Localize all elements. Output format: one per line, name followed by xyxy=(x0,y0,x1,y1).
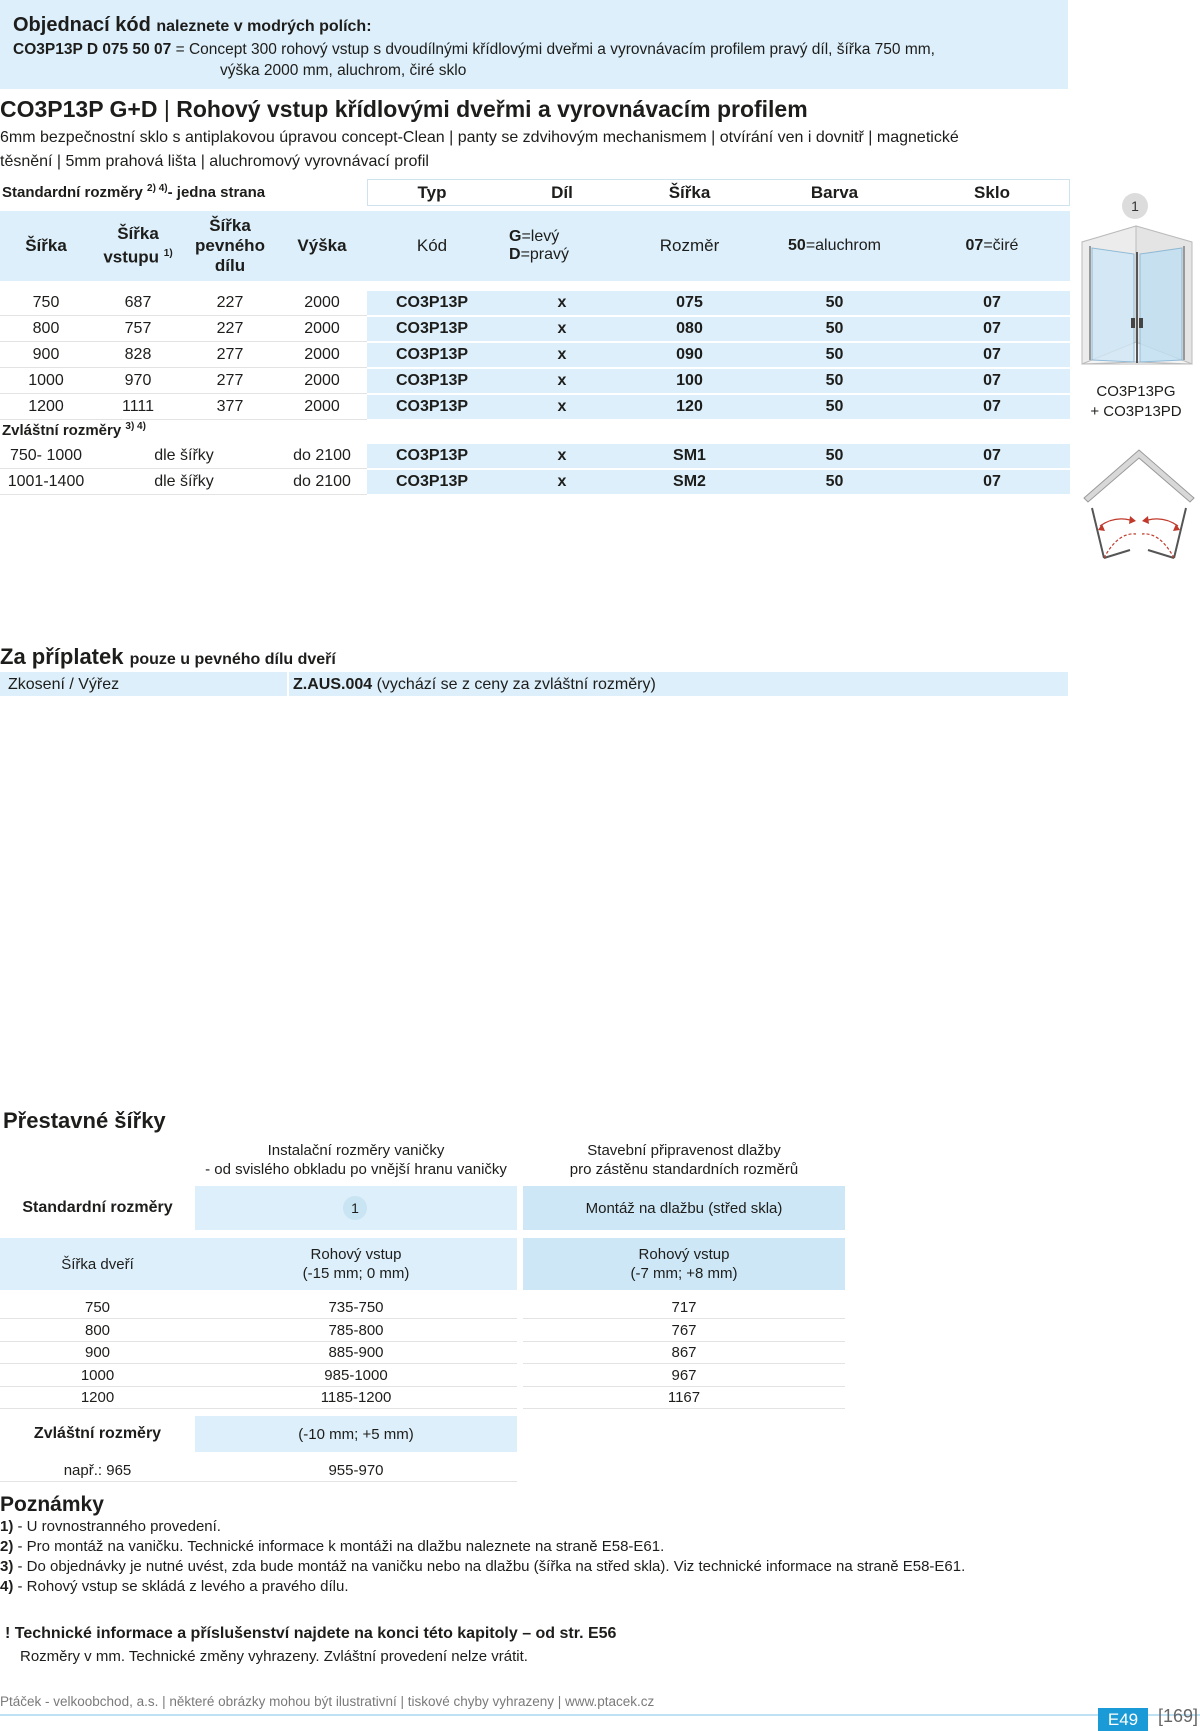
pr-row-cell: 1167 xyxy=(523,1387,845,1409)
std-row-code-cell: 50 xyxy=(825,398,844,415)
shower-enclosure-illustration xyxy=(1078,222,1196,372)
std-row-code-cell: 50 xyxy=(825,320,844,337)
std-row-cell: 1111 xyxy=(121,398,155,415)
pr-row-cell: 985-1000 xyxy=(195,1365,517,1387)
pr-standard-label: Standardní rozměry xyxy=(22,1199,173,1216)
std-row-code-cell: 075 xyxy=(676,294,703,311)
std-row-cell: 2000 xyxy=(304,398,340,415)
subheader-sirka-vstupu: Šířka vstupu $^{1)}$ xyxy=(103,224,173,267)
header-sklo: Sklo xyxy=(974,182,1010,202)
special-row-cell: 1001-1400 xyxy=(7,473,85,490)
pr-special-label: Zvláštní rozměry xyxy=(33,1425,162,1442)
illustration-number-badge: 1 xyxy=(1122,193,1148,219)
order-title: Objednací kód naleznete v modrých polích: xyxy=(13,14,372,36)
pr-col-dlazba: Rohový vstup (-7 mm; +8 mm) xyxy=(630,1246,738,1282)
subheader-kod: Kód xyxy=(416,236,448,255)
special-sizes-label: Zvláštní rozměry $^{3) 4)}$ xyxy=(2,421,146,439)
std-row-code-cell: 07 xyxy=(983,346,1001,363)
std-row-cell: 2000 xyxy=(304,320,340,337)
illustration-caption: CO3P13PG + CO3P13PD xyxy=(1090,383,1182,420)
note-4: 4) - Rohový vstup se skládá z levého a pravého dílu. xyxy=(0,1578,349,1595)
pr-row-cell: 800 xyxy=(0,1320,195,1342)
pr-row-cell: 1200 xyxy=(0,1387,195,1409)
special-row-code-cell: 50 xyxy=(825,473,844,490)
subheader-sirka: Šířka xyxy=(25,236,67,255)
std-row-cell: 2000 xyxy=(304,294,340,311)
product-description: 6mm bezpečnostní sklo s antiplakovou úpravou concept-Clean | panty se zdvihovým mechanismem | otvírání ven i dovnitř | magnetické těsnění | 5mm prahová lišta | aluchromový vyrovnávací profil xyxy=(0,129,959,170)
special-row-cell: 750- 1000 xyxy=(9,447,83,464)
std-row-cell: 757 xyxy=(124,320,152,337)
special-row-code-cell: x xyxy=(557,473,567,490)
pr-standard-montaz: Montáž na dlažbu (střed skla) xyxy=(585,1199,783,1217)
std-row-code-cell: 07 xyxy=(983,372,1001,389)
product-title: CO3P13P G+D | Rohový vstup křídlovými dveřmi a vyrovnávacím profilem xyxy=(0,96,808,122)
std-row-cell: 277 xyxy=(216,346,244,363)
header-typ: Typ xyxy=(417,182,447,202)
subheader-rozmer: Rozměr xyxy=(659,236,720,255)
header-barva: Barva xyxy=(810,182,859,202)
pr-row-cell: 867 xyxy=(523,1342,845,1364)
std-row-code-cell: 080 xyxy=(676,320,703,337)
order-code-line: CO3P13P D 075 50 07 = Concept 300 rohový vstup s dvoudílnými křídlovými dveřmi a vyrovnávacím profilem pravý díl, šířka 750 mm, xyxy=(13,41,935,58)
std-row-cell: 377 xyxy=(216,398,244,415)
std-row-cell: 227 xyxy=(216,320,244,337)
pr-row-cell: 750 xyxy=(0,1297,195,1319)
tile-preparation-header: Stavební připravenost dlažby pro zástěnu standardních rozměrů xyxy=(569,1142,799,1178)
subheader-sirka-pevneho: Šířka pevného dílu xyxy=(195,216,265,275)
pr-row-cell: 717 xyxy=(523,1297,845,1319)
pr-row-cell: 735-750 xyxy=(195,1297,517,1319)
std-row-code-cell: 090 xyxy=(676,346,703,363)
page-badge: E49 xyxy=(1098,1708,1148,1731)
pr-row-cell: 1185-1200 xyxy=(195,1387,517,1409)
std-row-cell: 1000 xyxy=(28,372,64,389)
tech-info-notice: ! Technické informace a příslušenství najdete na konci této kapitoly – od str. E56 xyxy=(5,1625,617,1642)
std-row-cell: 970 xyxy=(124,372,152,389)
special-row-code-cell: SM1 xyxy=(673,447,706,464)
special-row-cell: do 2100 xyxy=(293,447,351,464)
pr-row-cell: 900 xyxy=(0,1342,195,1364)
std-row-code-cell: CO3P13P xyxy=(395,372,469,389)
std-row-code-cell: 07 xyxy=(983,320,1001,337)
special-row-code-cell: CO3P13P xyxy=(395,473,469,490)
std-row-cell: 1200 xyxy=(28,398,64,415)
pr-row-cell: 885-900 xyxy=(195,1342,517,1364)
std-row-code-cell: CO3P13P xyxy=(395,398,469,415)
std-row-cell: 900 xyxy=(32,346,60,363)
door-opening-diagram xyxy=(1080,446,1198,564)
std-row-cell: 2000 xyxy=(304,346,340,363)
note-2: 2) - Pro montáž na vaničku. Technické informace k montáži na dlažbu naleznete na straně E58-E61. xyxy=(0,1538,665,1555)
special-row-code-cell: x xyxy=(557,447,567,464)
header-sirka: Šířka xyxy=(668,182,711,202)
note-1: 1) - U rovnostranného provedení. xyxy=(0,1518,221,1535)
special-row-cell: dle šířky xyxy=(154,447,214,464)
surcharge-title: Za příplatek pouze u pevného dílu dveří xyxy=(0,644,336,669)
std-row-cell: 2000 xyxy=(304,372,340,389)
tray-dimensions-header: Instalační rozměry vaničky - od svislého obkladu po vnější hranu vaničky xyxy=(205,1142,507,1178)
std-row-cell: 687 xyxy=(124,294,152,311)
std-row-code-cell: 50 xyxy=(825,294,844,311)
footer-line xyxy=(0,1714,1200,1716)
subheader-vyska: Výška xyxy=(297,236,347,255)
surcharge-separator xyxy=(287,672,289,696)
std-row-code-cell: 100 xyxy=(676,372,703,389)
std-row-code-cell: 07 xyxy=(983,294,1001,311)
special-row-cell: do 2100 xyxy=(293,473,351,490)
std-row-code-cell: CO3P13P xyxy=(395,346,469,363)
std-row-code-cell: CO3P13P xyxy=(395,294,469,311)
std-row-code-cell: x xyxy=(557,398,567,415)
surcharge-value: Z.AUS.004 (vychází se z ceny za zvláštní rozměry) xyxy=(293,676,656,693)
special-row-code-cell: SM2 xyxy=(673,473,706,490)
surcharge-label: Zkosení / Výřez xyxy=(8,676,120,693)
std-row-code-cell: 120 xyxy=(676,398,703,415)
subheader-sklo: 07=čiré xyxy=(965,237,1019,254)
std-row-code-cell: x xyxy=(557,372,567,389)
special-row-cell: dle šířky xyxy=(154,473,214,490)
std-row-cell: 800 xyxy=(32,320,60,337)
std-row-code-cell: 07 xyxy=(983,398,1001,415)
std-row-code-cell: 50 xyxy=(825,372,844,389)
pr-standard-badge: 1 xyxy=(343,1196,367,1220)
pr-special-range: (-10 mm; +5 mm) xyxy=(298,1425,414,1443)
pr-row-cell: 785-800 xyxy=(195,1320,517,1342)
special-row-code-cell: CO3P13P xyxy=(395,447,469,464)
pr-example-value: 955-970 xyxy=(195,1460,517,1482)
std-row-cell: 227 xyxy=(216,294,244,311)
order-code-line2: výška 2000 mm, aluchrom, čiré sklo xyxy=(220,62,467,79)
pr-row-cell: 967 xyxy=(523,1365,845,1387)
header-dil: Díl xyxy=(551,182,573,202)
pr-row-cell: 767 xyxy=(523,1320,845,1342)
subheader-barva: 50=aluchrom xyxy=(788,237,881,254)
pr-row-cell: 1000 xyxy=(0,1365,195,1387)
tech-info-subtext: Rozměry v mm. Technické změny vyhrazeny. Zvláštní provedení nelze vrátit. xyxy=(20,1648,528,1665)
std-row-code-cell: CO3P13P xyxy=(395,320,469,337)
std-row-code-cell: x xyxy=(557,294,567,311)
subheader-dil: G=levý D=pravý xyxy=(509,228,570,263)
std-row-code-cell: x xyxy=(557,320,567,337)
pr-example-label: např.: 965 xyxy=(0,1460,195,1482)
notes-title: Poznámky xyxy=(0,1493,104,1516)
note-3: 3) - Do objednávky je nutné uvést, zda bude montáž na vaničku nebo na dlažbu (šířka na střed skla). Viz technické informace na straně E58-E61. xyxy=(0,1558,966,1575)
order-code: CO3P13P D 075 50 07 xyxy=(13,41,172,58)
special-row-code-cell: 07 xyxy=(983,447,1001,464)
footer-text: Ptáček - velkoobchod, a.s. | některé obrázky mohou být ilustrativní | tiskové chyby vyhrazeny | www.ptacek.cz xyxy=(0,1694,655,1709)
std-row-code-cell: x xyxy=(557,346,567,363)
std-row-cell: 750 xyxy=(32,294,60,311)
special-row-code-cell: 50 xyxy=(825,447,844,464)
adjustable-widths-title: Přestavné šířky xyxy=(3,1108,166,1133)
special-row-code-cell: 07 xyxy=(983,473,1001,490)
pr-col-sirka: Šířka dveří xyxy=(61,1255,134,1273)
std-row-code-cell: 50 xyxy=(825,346,844,363)
std-row-cell: 828 xyxy=(124,346,152,363)
page-number: [169] xyxy=(1158,1706,1199,1726)
std-row-cell: 277 xyxy=(216,372,244,389)
standard-sizes-label: Standardní rozměry $^{2) 4)}$- jedna strana xyxy=(2,183,266,201)
pr-col-vanicka: Rohový vstup (-15 mm; 0 mm) xyxy=(302,1246,410,1282)
